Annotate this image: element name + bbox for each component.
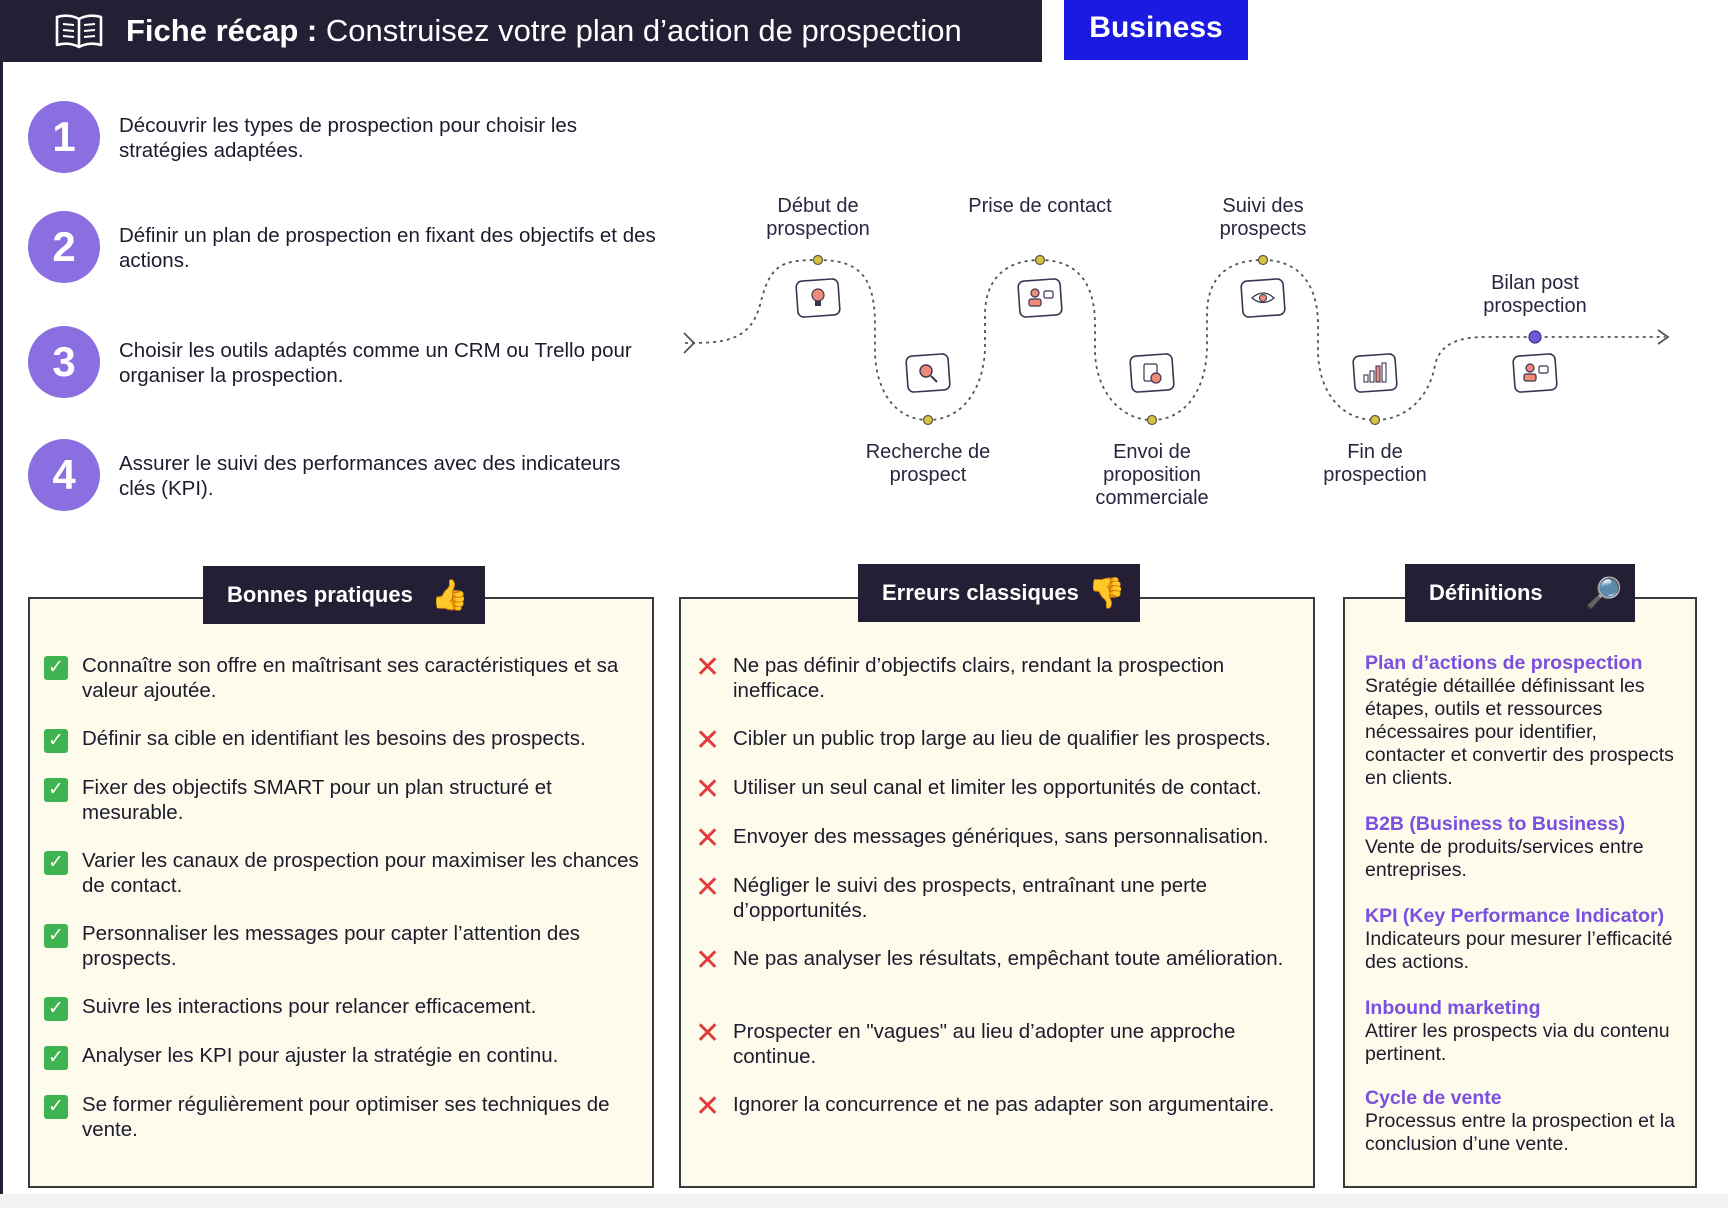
cross-icon: ✕ xyxy=(695,1017,721,1050)
step-text: Choisir les outils adaptés comme un CRM ou Trello pour organiser la prospection. xyxy=(119,339,632,387)
page-title-bold: Fiche récap : xyxy=(126,13,318,48)
step-2 xyxy=(28,211,668,285)
left-border xyxy=(0,62,3,1208)
list-item-text: Utiliser un seul canal et limiter les opportunités de contact. xyxy=(733,776,1262,799)
common-mistakes-tab xyxy=(858,564,1140,622)
definition-term: KPI (Key Performance Indicator) xyxy=(1365,905,1665,927)
roadmap-stage-label: Suivi des prospects xyxy=(1219,195,1307,240)
list-item-text: Se former régulièrement pour optimiser ses techniques de vente. xyxy=(82,1093,610,1141)
step-number: 1 xyxy=(28,101,100,173)
list-item-text: Envoyer des messages génériques, sans personnalisation. xyxy=(733,825,1269,848)
roadmap-stage-label: Début de prospection xyxy=(766,195,870,240)
roadmap-stage-label: Prise de contact xyxy=(968,195,1112,217)
page-title xyxy=(126,0,962,62)
list-item xyxy=(695,651,1303,703)
definition-item xyxy=(1365,1087,1681,1156)
list-item xyxy=(695,944,1303,977)
panel-title: Définitions xyxy=(1429,580,1543,605)
definition-term: B2B (Business to Business) xyxy=(1365,813,1626,835)
check-icon: ✓ xyxy=(44,778,68,802)
cross-icon: ✕ xyxy=(695,651,721,684)
check-icon: ✓ xyxy=(44,729,68,753)
list-item xyxy=(695,1090,1303,1123)
list-item-text: Prospecter en "vagues" au lieu d’adopter une approche continue. xyxy=(733,1020,1236,1068)
step-number: 3 xyxy=(28,326,100,398)
list-item xyxy=(44,849,642,898)
step-text: Assurer le suivi des performances avec des indicateurs clés (KPI). xyxy=(119,452,621,500)
list-item xyxy=(44,1093,642,1142)
list-item xyxy=(44,654,642,703)
step-text: Définir un plan de prospection en fixant des objectifs et des actions. xyxy=(119,224,656,272)
check-icon: ✓ xyxy=(44,1046,68,1070)
definition-desc: Processus entre la prospection et la conclusion d’une vente. xyxy=(1365,1110,1676,1155)
definition-desc: Sratégie détaillée définissant les étapes, outils et ressources nécessaires pour identifier, contacter et convertir des prospects en clients. xyxy=(1365,675,1674,789)
definitions-tab xyxy=(1405,564,1635,622)
prospection-roadmap xyxy=(680,185,1680,515)
definition-term: Cycle de vente xyxy=(1365,1087,1502,1109)
cross-icon: ✕ xyxy=(695,871,721,904)
list-item-text: Définir sa cible en identifiant les besoins des prospects. xyxy=(82,727,586,750)
definition-desc: Attirer les prospects via du contenu pertinent. xyxy=(1365,1020,1670,1065)
list-item xyxy=(695,773,1303,806)
definition-desc: Vente de produits/services entre entreprises. xyxy=(1365,836,1644,881)
roadmap-stage-label: Fin de prospection xyxy=(1323,441,1427,486)
step-3 xyxy=(28,326,668,400)
list-item xyxy=(695,822,1303,855)
list-item-text: Suivre les interactions pour relancer efficacement. xyxy=(82,995,537,1018)
check-icon: ✓ xyxy=(44,851,68,875)
cross-icon: ✕ xyxy=(695,1090,721,1123)
header-bar xyxy=(0,0,1042,62)
cross-icon: ✕ xyxy=(695,944,721,977)
list-item-text: Connaître son offre en maîtrisant ses caractéristiques et sa valeur ajoutée. xyxy=(82,654,619,702)
list-item xyxy=(44,1044,642,1069)
list-item-text: Ne pas définir d’objectifs clairs, rendant la prospection inefficace. xyxy=(733,654,1225,702)
definition-desc: Indicateurs pour mesurer l’efficacité des actions. xyxy=(1365,928,1673,973)
check-icon: ✓ xyxy=(44,997,68,1021)
list-item xyxy=(44,995,642,1020)
category-badge: Business xyxy=(1064,0,1248,60)
cross-icon: ✕ xyxy=(695,773,721,806)
list-item xyxy=(44,776,642,825)
list-item-text: Personnaliser les messages pour capter l’attention des prospects. xyxy=(82,922,580,970)
list-item-text: Varier les canaux de prospection pour maximiser les chances de contact. xyxy=(82,849,639,897)
panel-title: Erreurs classiques xyxy=(882,580,1079,605)
list-item-text: Ne pas analyser les résultats, empêchant toute amélioration. xyxy=(733,947,1284,970)
list-item-text: Fixer des objectifs SMART pour un plan structuré et mesurable. xyxy=(82,776,552,824)
page-title-rest: Construisez votre plan d’action de prospection xyxy=(317,13,962,48)
definition-term: Plan d’actions de prospection xyxy=(1365,652,1643,674)
panel-title: Bonnes pratiques xyxy=(227,582,413,607)
list-item xyxy=(44,727,642,752)
definition-item xyxy=(1365,813,1681,882)
list-item xyxy=(695,1017,1303,1069)
bottom-strip xyxy=(0,1194,1728,1208)
roadmap-stage-label: Envoi de proposition commerciale xyxy=(1095,441,1209,509)
check-icon: ✓ xyxy=(44,924,68,948)
check-icon: ✓ xyxy=(44,656,68,680)
definition-item xyxy=(1365,905,1681,974)
good-practices-panel xyxy=(28,597,654,1188)
cross-icon: ✕ xyxy=(695,822,721,855)
check-icon: ✓ xyxy=(44,1095,68,1119)
step-1 xyxy=(28,101,668,175)
list-item xyxy=(44,922,642,971)
cross-icon: ✕ xyxy=(695,724,721,757)
step-text: Découvrir les types de prospection pour choisir les stratégies adaptées. xyxy=(119,114,578,162)
step-number: 2 xyxy=(28,211,100,283)
step-4 xyxy=(28,439,668,513)
good-practices-tab xyxy=(203,566,485,624)
definitions-panel xyxy=(1343,597,1697,1188)
roadmap-stage-label: Bilan post prospection xyxy=(1483,272,1587,317)
open-book-icon xyxy=(54,11,104,51)
list-item-text: Négliger le suivi des prospects, entraînant une perte d’opportunités. xyxy=(733,874,1208,922)
list-item xyxy=(695,871,1303,923)
list-item xyxy=(695,724,1303,757)
definition-term: Inbound marketing xyxy=(1365,997,1541,1019)
list-item-text: Ignorer la concurrence et ne pas adapter son argumentaire. xyxy=(733,1093,1275,1116)
list-item-text: Cibler un public trop large au lieu de qualifier les prospects. xyxy=(733,727,1271,750)
definition-item xyxy=(1365,652,1681,790)
definition-item xyxy=(1365,997,1681,1066)
magnifying-glass-icon: 🔎 xyxy=(1585,577,1623,610)
step-number: 4 xyxy=(28,439,100,511)
thumbs-up-icon: 👍 xyxy=(431,579,469,612)
list-item-text: Analyser les KPI pour ajuster la stratégie en continu. xyxy=(82,1044,559,1067)
common-mistakes-panel xyxy=(679,597,1315,1188)
thumbs-down-icon: 👎 xyxy=(1088,577,1126,610)
roadmap-stage-label: Recherche de prospect xyxy=(865,441,991,486)
